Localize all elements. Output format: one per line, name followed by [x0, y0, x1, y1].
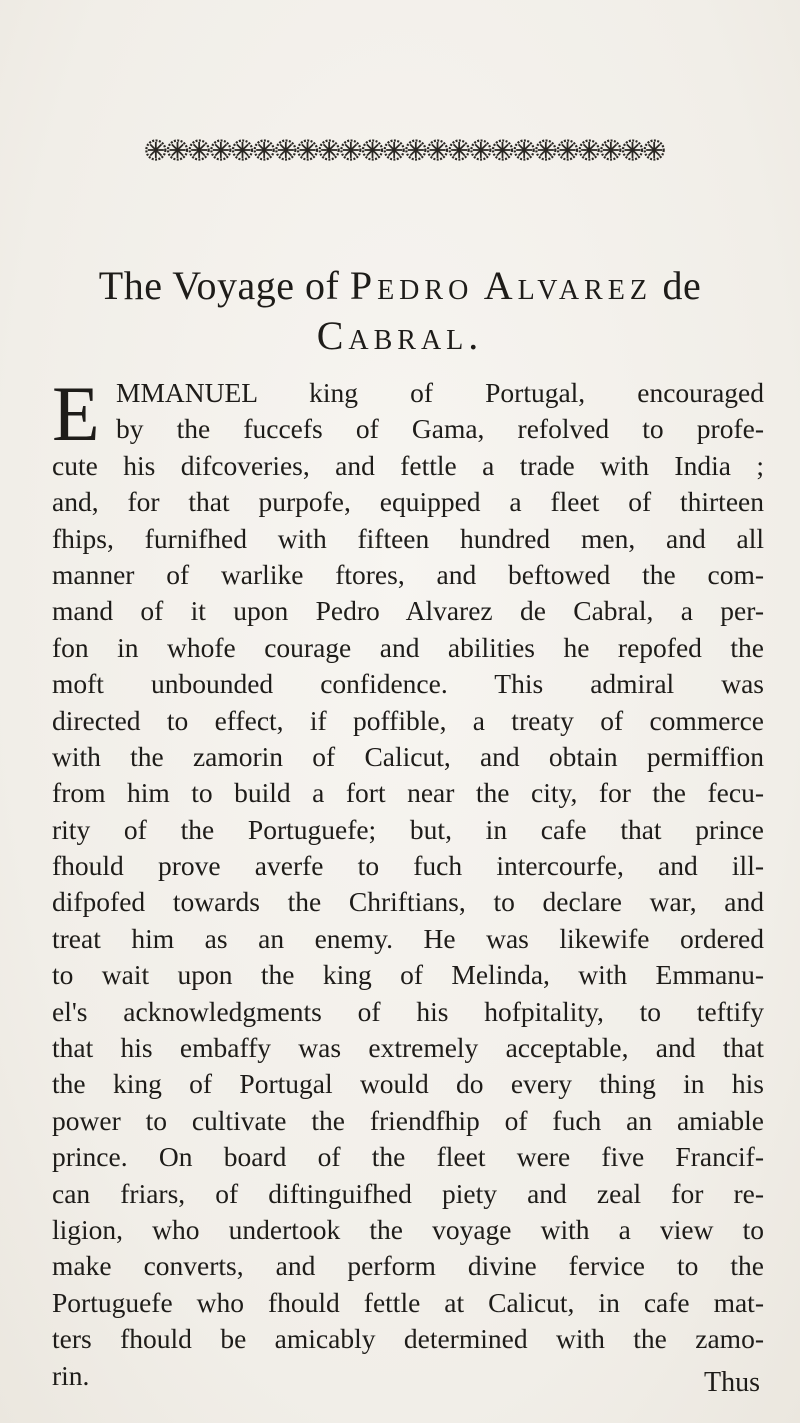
text-line: rity of the Portuguefe; but, in cafe that prince: [52, 813, 764, 845]
ornament-rosette: [558, 141, 577, 160]
body-paragraph: [52, 370, 764, 1394]
text-line: that his embaffy was extremely acceptable, and that: [52, 1032, 764, 1064]
text-line: can friars, of diftinguifhed piety and zeal for re-: [52, 1177, 764, 1209]
ornament-rosette: [536, 141, 555, 160]
text-line: manner of warlike ftores, and beftowed the com-: [52, 558, 764, 590]
text-line: fhips, furnifhed with fifteen hundred men, and all: [52, 522, 764, 554]
ornament-rosette: [471, 141, 490, 160]
catchword: Thus: [704, 1367, 760, 1398]
ornament-rosette: [385, 141, 404, 160]
ornament-rosette: [623, 141, 642, 160]
text-line: with the zamorin of Calicut, and obtain permiffion: [52, 740, 764, 772]
ornament-rosette: [211, 141, 230, 160]
text-line: and, for that purpofe, equipped a fleet of thirteen: [52, 486, 764, 518]
ornament-rosette: [515, 141, 534, 160]
text-line: rin.: [52, 1359, 90, 1391]
text-line: el's acknowledgments of his hofpitality, to teftify: [52, 995, 764, 1027]
ornament-rosette: [450, 141, 469, 160]
text-line: fhould prove averfe to fuch intercourfe, and ill-: [52, 850, 764, 882]
text-line: fon in whofe courage and abilities he repofed the: [52, 631, 764, 663]
ornament-rosette: [580, 141, 599, 160]
drop-capital: E: [52, 370, 100, 457]
text-line: cute his difcoveries, and fettle a trade with India ;: [52, 449, 764, 481]
text-line: ligion, who undertook the voyage with a view to: [52, 1213, 764, 1245]
ornament-rosette: [276, 141, 295, 160]
text-line: prince. On board of the fleet were five Francif-: [52, 1141, 764, 1173]
ornament-rosette: [493, 141, 512, 160]
text-line: difpofed towards the Chriftians, to declare war, and: [52, 886, 764, 918]
text-line: by the fuccefs of Gama, refolved to profe-: [116, 413, 764, 445]
text-line: Portuguefe who fhould fettle at Calicut, in cafe mat-: [52, 1286, 764, 1318]
ornament-rosette: [601, 141, 620, 160]
ornament-rosette: [168, 141, 187, 160]
ornament-rosette: [190, 141, 209, 160]
ornament-rosette: [406, 141, 425, 160]
ornament-icon: [145, 133, 665, 167]
text-line: ters fhould be amicably determined with the zamo-: [52, 1323, 764, 1355]
text-line: from him to build a fort near the city, for the fecu-: [52, 777, 764, 809]
ornament-rosette: [298, 141, 317, 160]
text-line: treat him as an enemy. He was likewife ordered: [52, 922, 764, 954]
ornament-rosette: [341, 141, 360, 160]
ornament-rosette: [146, 141, 165, 160]
ornament-rosette: [428, 141, 447, 160]
text-line: moft unbounded confidence. This admiral was: [52, 668, 764, 700]
ornament-rosette: [320, 141, 339, 160]
ornament-band: [145, 133, 665, 167]
text-line: to wait upon the king of Melinda, with Emmanu-: [52, 959, 764, 991]
text-line: power to cultivate the friendfhip of fuch an amiable: [52, 1104, 764, 1136]
chapter-title-continued: Cabral.: [316, 313, 484, 358]
text-line: make converts, and perform divine fervice to the: [52, 1250, 764, 1282]
chapter-title: The Voyage of Pedro Alvarez de: [98, 263, 702, 308]
text-line: the king of Portugal would do every thing in his: [52, 1068, 764, 1100]
text-line: MMANUEL king of Portugal, encouraged: [116, 377, 764, 408]
ornament-rosette: [363, 141, 382, 160]
text-line: mand of it upon Pedro Alvarez de Cabral, a per-: [52, 595, 764, 627]
text-line: directed to effect, if poffible, a treaty of commerce: [52, 704, 764, 736]
ornament-rosette: [233, 141, 252, 160]
ornament-rosette: [645, 141, 664, 160]
ornament-rosette: [255, 141, 274, 160]
